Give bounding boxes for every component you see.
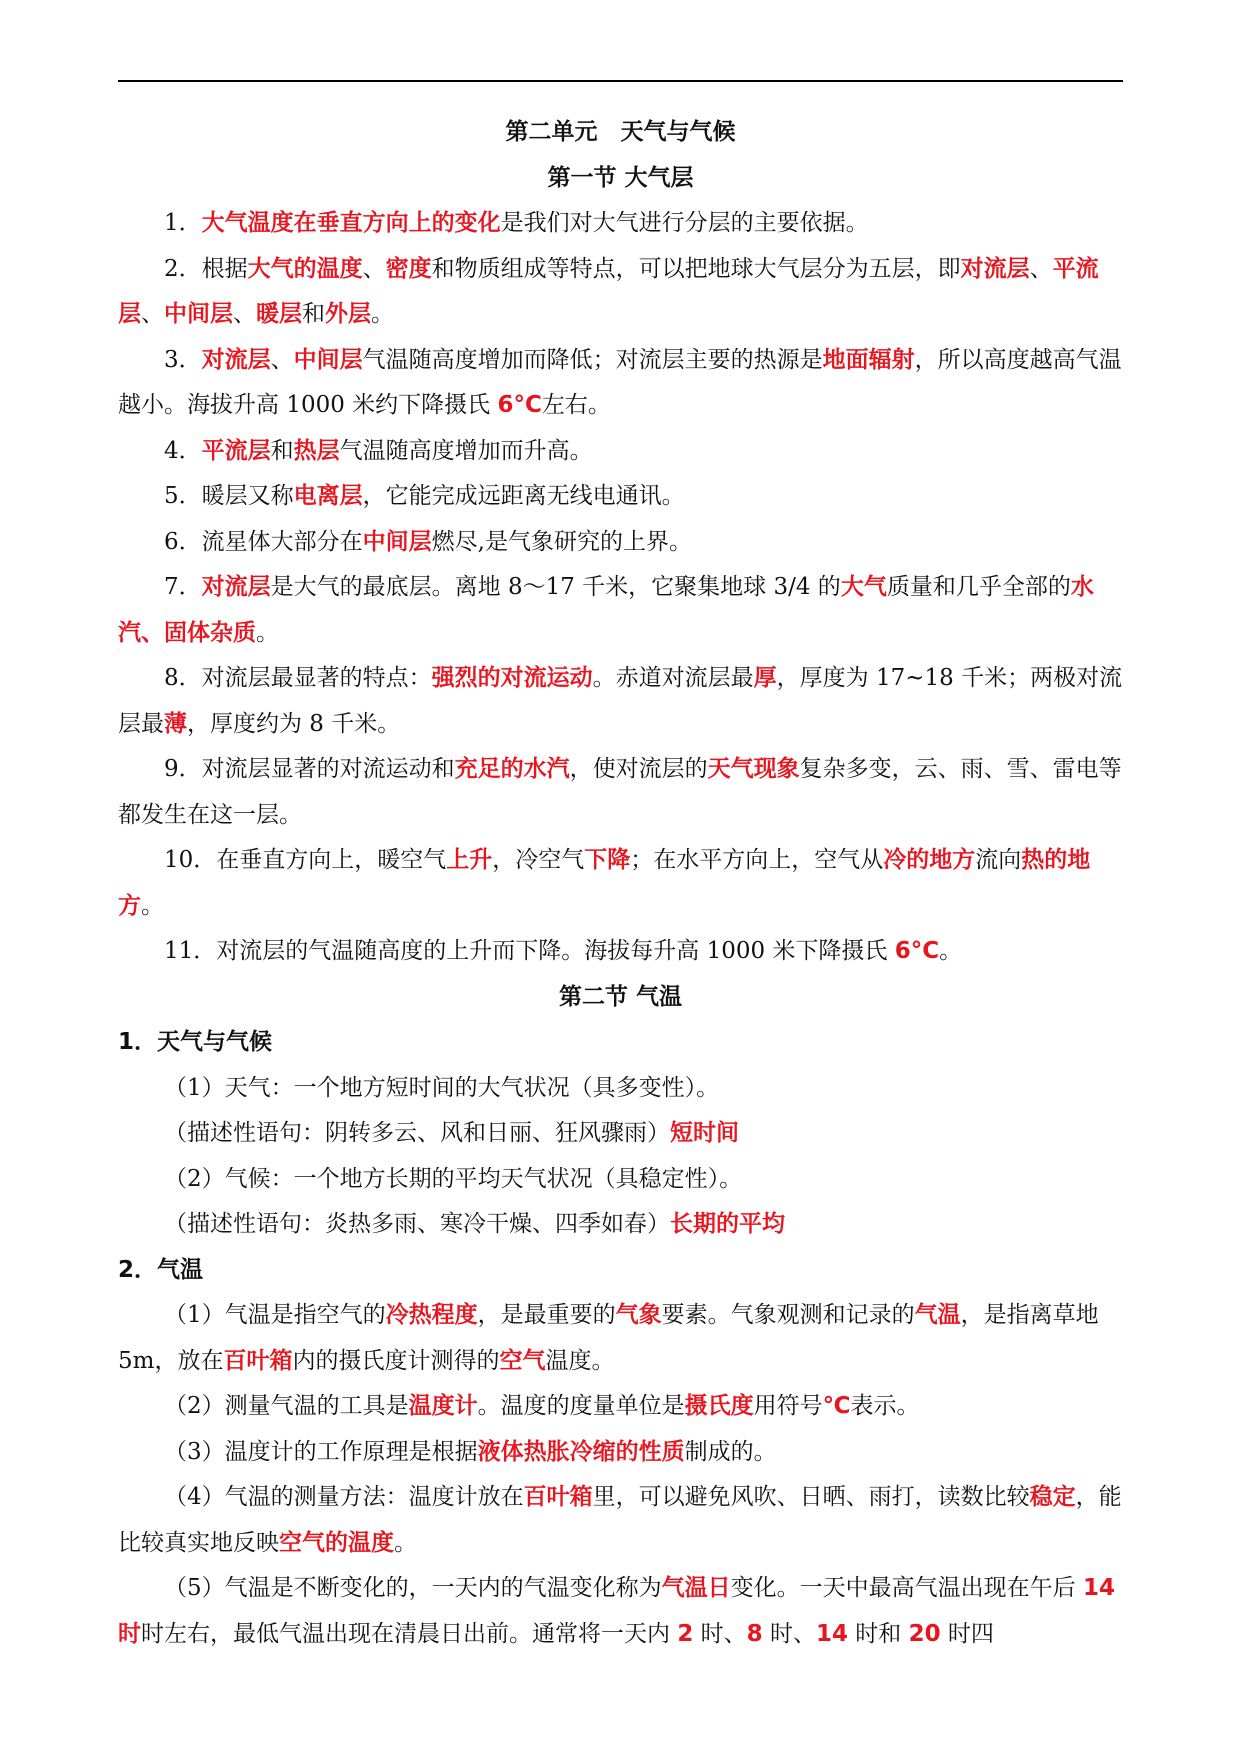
body-text: 流向 [975,847,1022,873]
highlight-text: 水汽、固体杂质 [118,574,1094,646]
body-text: 左右。 [541,392,611,418]
body-text: 10．在垂直方向上，暖空气 [164,847,447,873]
paragraph [118,1475,1123,1566]
body-text: （3）温度计的工作原理是根据 [164,1438,478,1465]
body-text: 9．对流层显著的对流运动和 [164,756,455,782]
highlight-text: 14 [815,1620,848,1647]
highlight-text: 薄 [164,710,187,737]
body-text: 质量和几乎全部的 [886,574,1071,600]
highlight-text: 充足的水汽 [454,756,570,782]
highlight-text: 稳定 [1029,1484,1076,1510]
body-text: 和物质组成等特点，可以把地球大气层分为五层，即 [431,255,961,282]
paragraph [118,201,1123,247]
section-title: 第二节 气温 [558,983,682,1010]
paragraph [118,247,1123,338]
highlight-text: 密度 [385,255,432,282]
paragraph [118,1384,1123,1430]
subsection2-items [118,1293,1123,1657]
paragraph [118,474,1123,520]
highlight-text: 平流层 [118,255,1099,327]
highlight-text: 6°C [497,392,542,418]
body-text: 制成的。 [684,1438,777,1465]
highlight-text: 气温 [914,1302,961,1328]
body-text: 。 [394,1529,417,1556]
highlight-text: 对流层 [201,574,271,600]
body-text: ，能比较真实地反映 [118,1484,1122,1556]
highlight-text: 20 [908,1620,941,1647]
body-text: ，冷空气 [492,847,585,873]
highlight-text: 冷热程度 [385,1302,478,1328]
body-text: 11．对流层的气温随高度的上升而下降。海拔每升高 1000 米下降摄氏 [164,938,895,964]
subsection-title: 1．天气与气候 [118,1029,273,1055]
body-text: 时、 [762,1620,816,1647]
highlight-text: 对流层 [201,346,271,373]
body-text: （1）气温是指空气的 [164,1302,386,1328]
body-text: ，厚度约为 8 千米。 [187,710,401,737]
paragraph [118,1111,1123,1157]
body-text: （1）天气：一个地方短时间的大气状况（具多变性）。 [164,1074,720,1101]
body-text: 。 [141,892,164,919]
highlight-text: 8 [746,1620,763,1647]
body-text: 气温随高度增加而升高。 [339,437,593,464]
body-text: 变化。一天中最高气温出现在午后 [730,1575,1083,1601]
highlight-text: 中间层 [362,528,432,555]
body-text: （5）气温是不断变化的，一天内的气温变化称为 [164,1575,662,1601]
body-text: ，所以高度越高气温越小。海拔升高 1000 米约下降摄氏 [118,346,1122,418]
body-text: 、 [362,255,386,282]
body-text: 内的摄氏度计测得的 [292,1347,500,1374]
body-text: 时和 [847,1620,909,1647]
body-text: ，使对流层的 [569,756,708,782]
body-text: 气温随高度增加而降低；对流层主要的热源是 [362,346,823,373]
section-title: 第一节 大气层 [547,164,694,191]
body-text: ，它能完成远距离无线电通讯。 [362,483,685,509]
highlight-text: 对流层 [960,255,1030,282]
highlight-text: 中间层 [293,346,363,373]
body-text: 4． [164,437,202,464]
body-text: （4）气温的测量方法：温度计放在 [164,1484,524,1510]
paragraph [118,1430,1123,1476]
highlight-text: 长期的平均 [670,1211,785,1237]
highlight-text: 14 时 [118,1575,1115,1647]
body-text: 5．暖层又称 [164,483,294,509]
body-text: 时四 [940,1620,994,1647]
highlight-text: 6°C [894,938,940,964]
paragraph [118,1066,1123,1112]
highlight-text: 热的地方 [118,847,1091,919]
subsection1-items [118,1066,1123,1248]
section1-items [118,201,1123,975]
body-text: ，是最重要的 [477,1302,616,1328]
body-text: （2）气候：一个地方长期的平均天气状况（具稳定性）。 [164,1165,743,1192]
paragraph [118,1293,1123,1384]
body-text: 2．根据 [164,255,248,282]
body-text: 时左右，最低气温出现在清晨日出前。通常将一天内 [141,1620,678,1647]
highlight-text: 上升 [446,847,493,873]
highlight-text: 厚 [753,665,777,691]
body-text: 1． [164,210,202,236]
paragraph [118,1566,1123,1657]
body-text: 复杂多变，云、雨、雪、雷电等都发生在这一层。 [118,756,1122,828]
body-text: 里，可以避免风吹、日晒、雨打，读数比较 [592,1484,1030,1510]
highlight-text: 空气 [499,1347,546,1374]
highlight-text: 外层 [325,301,371,327]
highlight-text: 强烈的对流运动 [431,665,593,691]
body-text: 、 [233,301,256,327]
paragraph [118,1202,1123,1248]
body-text: 、 [270,346,294,373]
highlight-text: ℃ [822,1393,851,1419]
paragraph [118,838,1123,929]
paragraph [118,747,1123,838]
highlight-text: 液体热胀冷缩的性质 [477,1438,685,1465]
body-text: 、 [141,301,164,327]
paragraph [118,565,1123,656]
subsection-title: 2．气温 [118,1256,204,1283]
body-text: 。温度的度量单位是 [477,1393,685,1419]
paragraph [118,429,1123,475]
highlight-text: 百叶箱 [523,1484,593,1510]
highlight-text: 大气 [840,574,887,600]
body-text: 是我们对大气进行分层的主要依据。 [500,210,869,236]
body-text: 时、 [693,1620,747,1647]
highlight-text: 暖层 [256,301,302,327]
body-text: ，是指离草地 5m，放在 [118,1302,1099,1374]
highlight-text: 大气温度在垂直方向上的变化 [201,210,501,236]
highlight-text: 地面辐射 [822,346,915,373]
body-text: 6．流星体大部分在 [164,528,363,555]
paragraph [118,338,1123,429]
paragraph [118,656,1123,747]
highlight-text: 平流层 [201,437,271,464]
body-text: 和 [270,437,294,464]
body-text: 温度。 [545,1347,615,1374]
highlight-text: 冷的地方 [883,847,976,873]
paragraph [118,929,1123,975]
body-text: 是大气的最底层。离地 8～17 千米，它聚集地球 3/4 的 [270,574,841,600]
highlight-text: 温度计 [408,1393,478,1419]
body-text: 7． [164,574,202,600]
body-text: 。赤道对流层最 [592,665,754,691]
highlight-text: 2 [677,1620,694,1647]
highlight-text: 短时间 [670,1120,739,1146]
highlight-text: 空气的温度 [279,1529,394,1556]
highlight-text: 摄氏度 [684,1393,754,1419]
body-text: （描述性语句：阴转多云、风和日丽、狂风骤雨） [164,1120,670,1146]
document-body [118,110,1123,1657]
body-text: （2）测量气温的工具是 [164,1393,409,1419]
body-text: 。 [939,938,963,964]
body-text: 用符号 [753,1393,823,1419]
highlight-text: 气象 [615,1302,662,1328]
body-text: 要素。气象观测和记录的 [661,1302,915,1328]
paragraph [118,520,1123,566]
body-text: 。 [371,301,394,327]
highlight-text: 下降 [584,847,631,873]
body-text: 表示。 [850,1393,920,1419]
highlight-text: 热层 [293,437,340,464]
body-text: 、 [1029,255,1053,282]
body-text: 。 [256,619,279,646]
body-text: 8．对流层最显著的特点： [164,665,432,691]
body-text: ，厚度为 17~18 千米；两极对流层最 [118,665,1123,737]
body-text: 和 [302,301,325,327]
highlight-text: 天气现象 [707,756,800,782]
body-text: （描述性语句：炎热多雨、寒冷干燥、四季如春） [164,1211,670,1237]
header-rule [118,80,1123,82]
highlight-text: 电离层 [293,483,363,509]
highlight-text: 大气的温度 [247,255,363,282]
body-text: 燃尽,是气象研究的上界。 [431,528,692,555]
body-text: ；在水平方向上，空气从 [630,847,884,873]
body-text: 3． [164,346,202,373]
highlight-text: 中间层 [164,301,233,327]
paragraph [118,1157,1123,1203]
highlight-text: 气温日 [661,1575,731,1601]
highlight-text: 百叶箱 [223,1347,293,1374]
unit-title: 第二单元 天气与气候 [505,119,736,145]
